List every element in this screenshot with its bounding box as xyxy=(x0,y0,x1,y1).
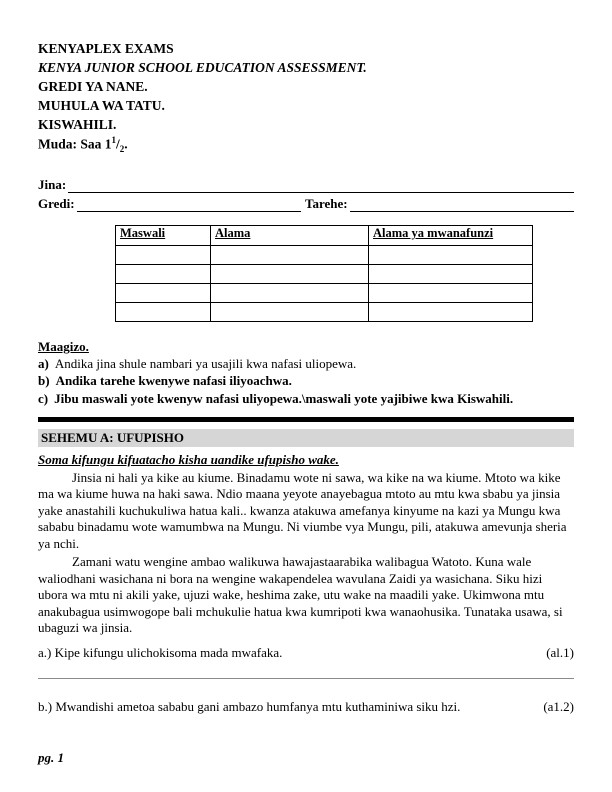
score-table-header-maswali: Maswali xyxy=(116,226,211,246)
passage-paragraph-1: Jinsia ni hali ya kike au kiume. Binadamu wote ni sawa, wa kike na wa kiume. Mtoto wa kike ma wa kiume huwa na haki sawa. Ndio maana yeyote anayebagua mtoto au mtu kwa sbabu ya jinsia yake anastahili kuchukuliwa hatua kali.. kwanza atakuwa amefanya kinyume na kazi ya Mungu kwa sababu binadamu wote wamumbwa na Mungu. Ni viumbe vya Mungu, pili, atakuwa amevunja sheria ya nchi. xyxy=(38,469,567,551)
instruction-label: a) xyxy=(38,356,49,372)
instruction-item-c xyxy=(38,390,574,407)
section-a-title: SEHEMU A: UFUPISHO xyxy=(38,429,574,447)
date-fill-line xyxy=(350,197,574,212)
duration-line: Muda: Saa $1^1/_2$. xyxy=(38,135,128,155)
score-table-header-alama: Alama xyxy=(211,226,369,246)
exam-header xyxy=(38,40,574,156)
term-line: MUHULA WA TATU. xyxy=(38,97,165,113)
instruction-item-a xyxy=(38,355,574,372)
name-field-label: Jina: xyxy=(38,177,67,193)
page-number: pg. 1 xyxy=(38,750,64,765)
grade-line: GREDI YA NANE. xyxy=(38,78,148,94)
duration-fraction-numerator: 1 xyxy=(111,135,117,146)
score-table-header-row xyxy=(116,226,533,246)
duration-fraction-slash: / xyxy=(116,136,120,152)
instruction-text: Andika jina shule nambari ya usajili kwa nafasi uliopewa. xyxy=(54,356,357,372)
score-table-row xyxy=(116,265,533,284)
instruction-item-b xyxy=(38,372,574,389)
name-field-row xyxy=(38,174,574,193)
grade-date-field-row xyxy=(38,193,574,212)
grade-field-label: Gredi: xyxy=(38,196,75,212)
section-divider-rule xyxy=(38,417,574,422)
score-table-row xyxy=(116,246,533,265)
duration-fraction-denominator: 2 xyxy=(119,144,125,155)
question-b-row xyxy=(38,699,574,715)
question-a-text: a.) Kipe kifungu ulichokisoma mada mwafaka. xyxy=(38,644,283,660)
date-field-label: Tarehe: xyxy=(304,196,348,212)
subject-line: KISWAHILI. xyxy=(38,116,117,132)
question-b-marks: (a1.2) xyxy=(543,698,574,714)
question-a-marks: (al.1) xyxy=(546,644,574,660)
grade-fill-line xyxy=(77,197,301,212)
score-table-row xyxy=(116,284,533,303)
score-table-row xyxy=(116,303,533,322)
org-title: KENYAPLEX EXAMS xyxy=(38,41,174,56)
instruction-label: c) xyxy=(38,390,49,406)
reading-passage xyxy=(38,470,574,637)
section-a-subtitle: Soma kifungu kifuatacho kisha uandike ufupisho wake. xyxy=(38,451,339,467)
score-table xyxy=(115,225,533,322)
instruction-label: b) xyxy=(38,373,50,389)
instruction-text: Jibu maswali yote kwenyw nafasi uliyopewa.\maswali yote yajibiwe kwa Kiswahili. xyxy=(54,390,514,406)
name-fill-line xyxy=(68,178,574,193)
candidate-fields xyxy=(38,174,574,212)
question-b-text: b.) Mwandishi ametoa sababu gani ambazo humfanya mtu kuthaminiwa siku hzi. xyxy=(38,698,461,714)
instruction-text: Andika tarehe kwenywe nafasi iliyoachwa. xyxy=(55,373,292,389)
assessment-title: KENYA JUNIOR SCHOOL EDUCATION ASSESSMENT. xyxy=(38,59,367,75)
score-table-header-alama-mwanafunzi: Alama ya mwanafunzi xyxy=(369,226,533,246)
answer-fill-line xyxy=(38,678,574,679)
passage-paragraph-2: Zamani watu wengine ambao walikuwa hawajastaarabika walibagua Watoto. Kuna wale waliodhani wasichana ni bora na wengine wakapendelea wavulana Zaidi ya wasichana. Siku hizi ubora wa mtu ni akili yake, ujuzi wake, heshima zake, utu wake na maadili yake. Ukimwona mtu anakubagua usimwogope bali mchukulie hatua kwa kumripoti kwa wanaohusika. Tunataka usawa, si ubaguzi wa jinsia. xyxy=(38,554,563,636)
question-a-row xyxy=(38,645,574,661)
instructions-title: Maagizo. xyxy=(38,339,89,355)
